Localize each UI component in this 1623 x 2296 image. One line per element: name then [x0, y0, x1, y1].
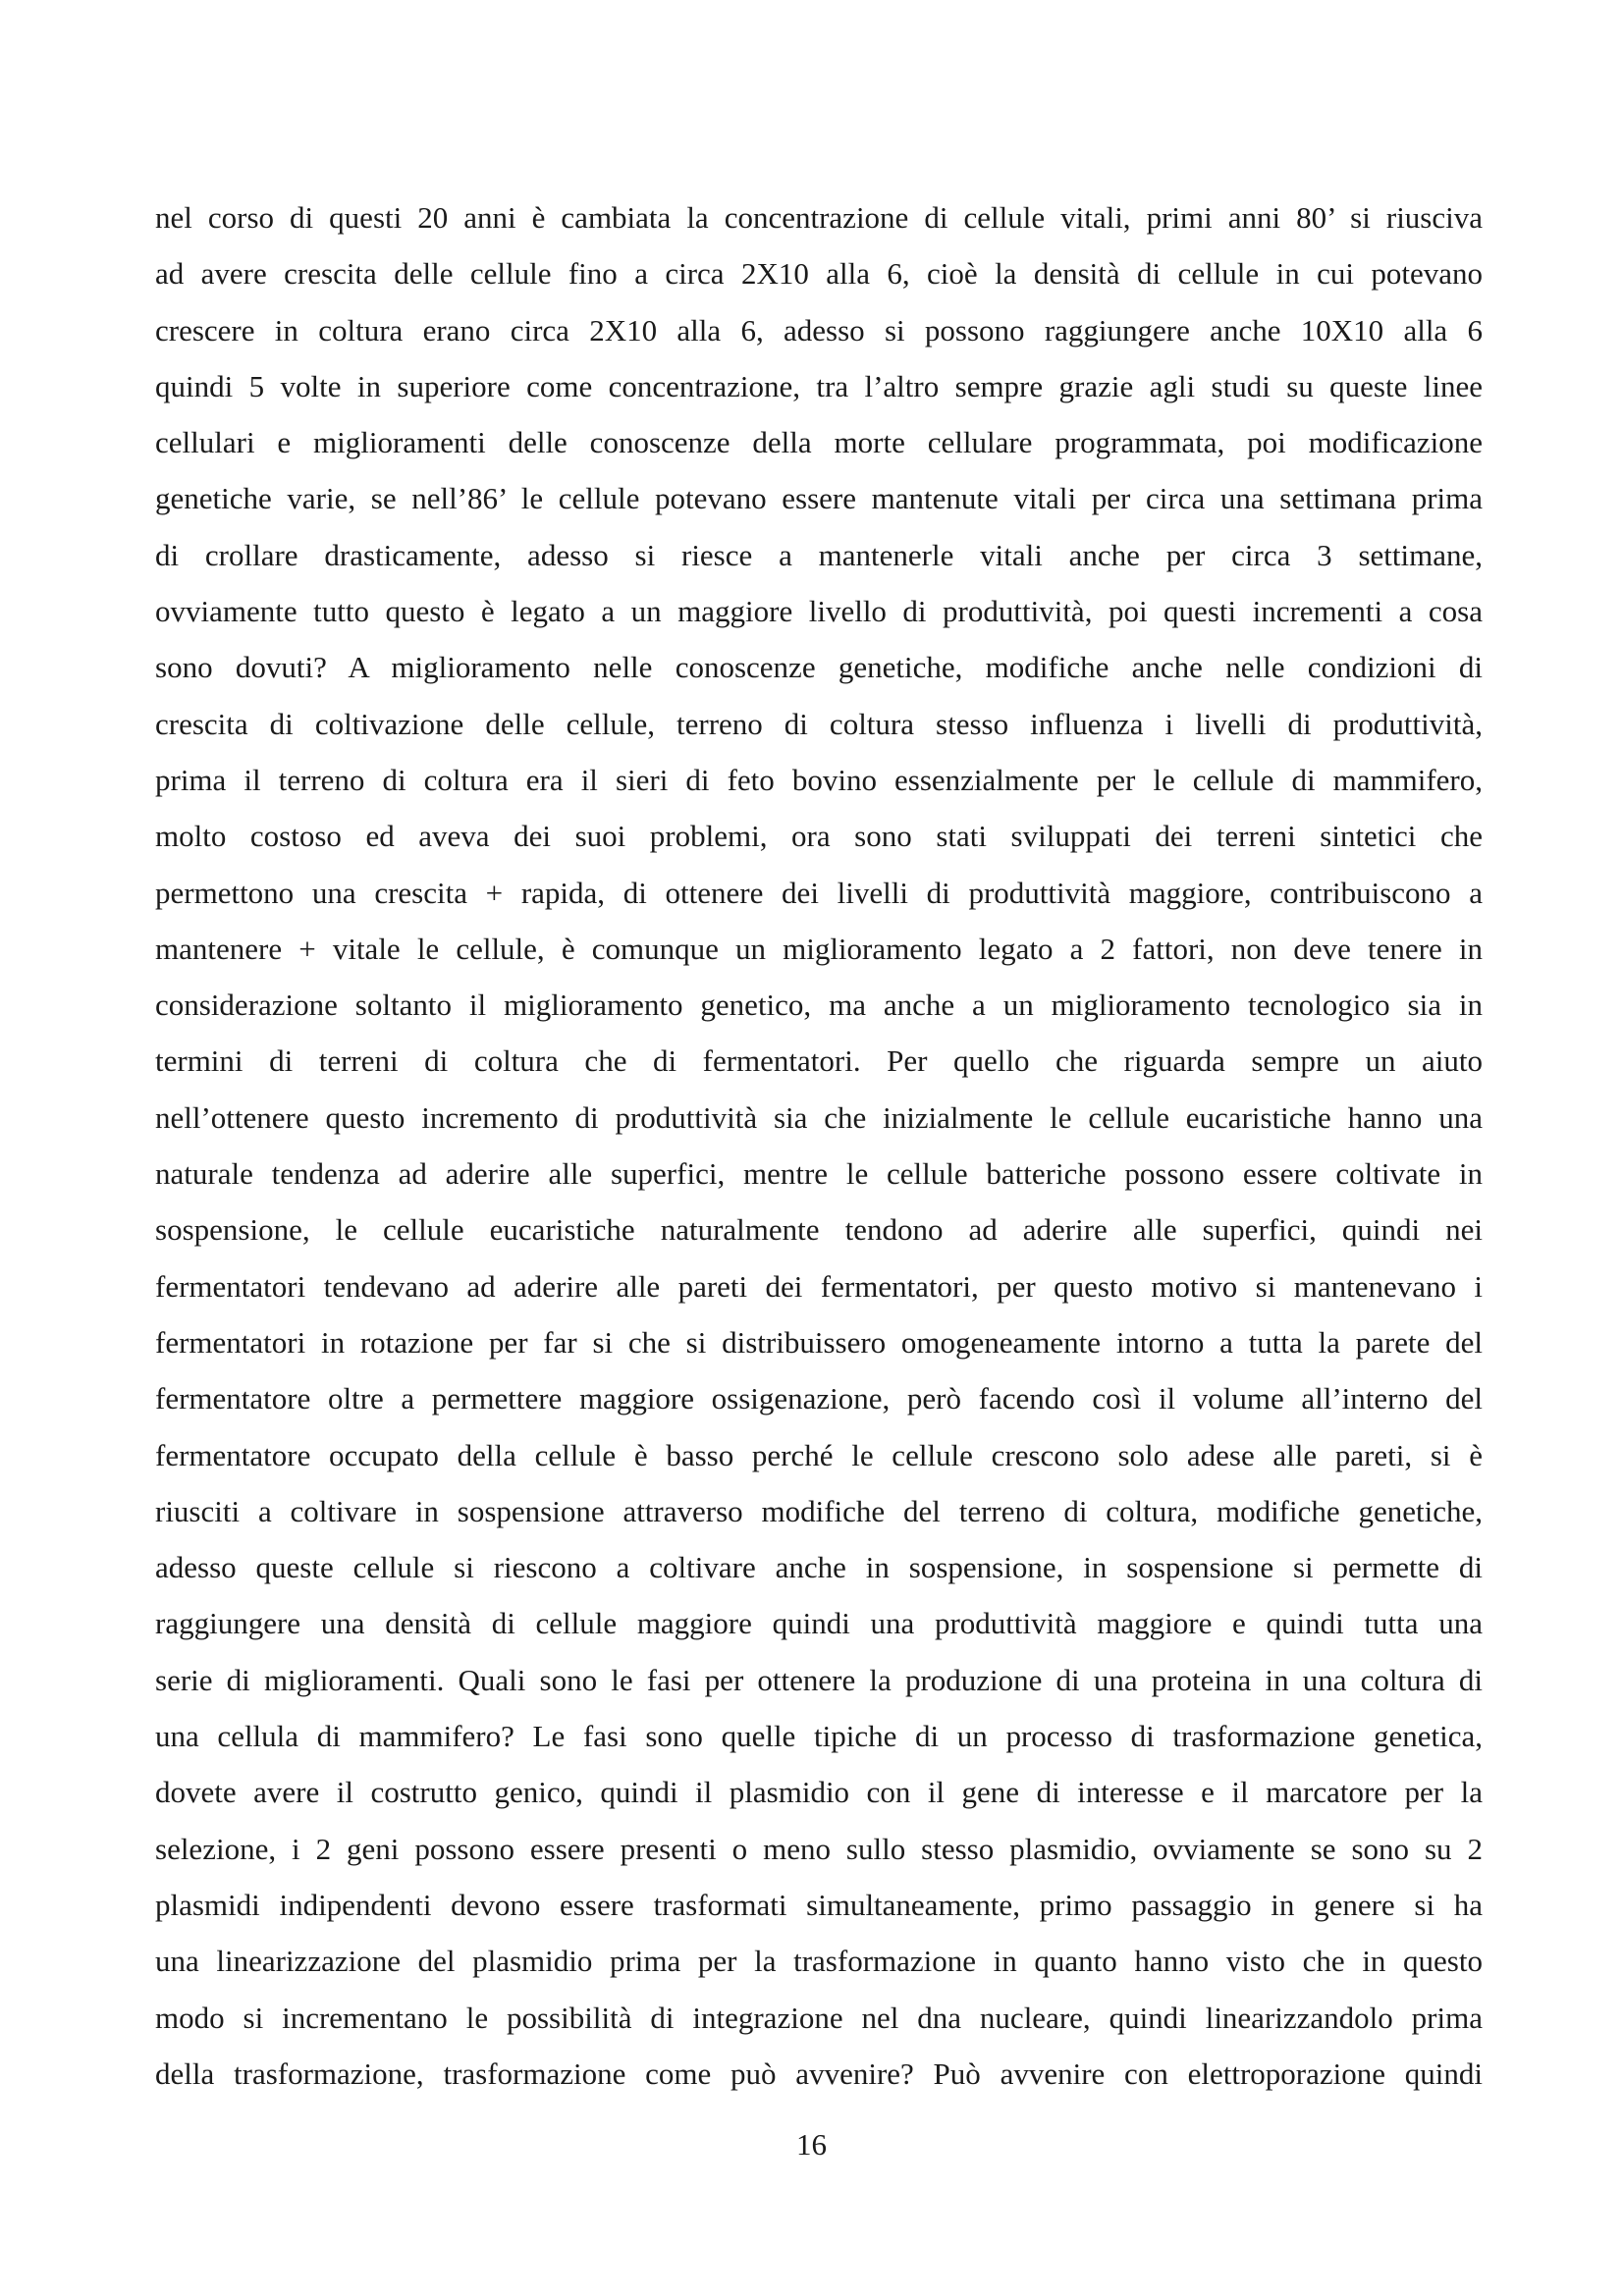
text-line: permettono una crescita + rapida, di ottenere dei livelli di produttività maggiore, contribuiscono a [155, 875, 1483, 910]
text-line: fermentatore oltre a permettere maggiore ossigenazione, però facendo così il volume all’interno del [155, 1381, 1483, 1416]
text-line: raggiungere una densità di cellule maggiore quindi una produttività maggiore e quindi tutta una [155, 1606, 1483, 1641]
text-line: sono dovuti? A miglioramento nelle conoscenze genetiche, modifiche anche nelle condizioni di [155, 650, 1483, 685]
text-line: genetiche varie, se nell’86’ le cellule potevano essere mantenute vitali per circa una settimana prima [155, 481, 1483, 516]
text-line: una linearizzazione del plasmidio prima per la trasformazione in quanto hanno visto che in questo [155, 1944, 1483, 1979]
page-number: 16 [796, 2127, 827, 2162]
text-line: della trasformazione, trasformazione come può avvenire? Può avvenire con elettroporazione quindi [155, 2056, 1483, 2091]
text-line: adesso queste cellule si riescono a coltivare anche in sospensione, in sospensione si permette di [155, 1550, 1483, 1585]
text-line: cellulari e miglioramenti delle conoscenze della morte cellulare programmata, poi modificazione [155, 425, 1483, 460]
text-line: molto costoso ed aveva dei suoi problemi, ora sono stati sviluppati dei terreni sintetici che [155, 819, 1483, 854]
text-line: fermentatori tendevano ad aderire alle pareti dei fermentatori, per questo motivo si mantenevano i [155, 1268, 1483, 1304]
text-line: considerazione soltanto il miglioramento genetico, ma anche a un miglioramento tecnologico sia in [155, 988, 1483, 1023]
text-line: di crollare drasticamente, adesso si riesce a mantenerle vitali anche per circa 3 settimane, [155, 537, 1483, 572]
text-line: dovete avere il costrutto genico, quindi il plasmidio con il gene di interesse e il marcatore per la [155, 1775, 1483, 1810]
text-line: naturale tendenza ad aderire alle superfici, mentre le cellule batteriche possono essere coltivate in [155, 1156, 1483, 1192]
text-line: riusciti a coltivare in sospensione attraverso modifiche del terreno di coltura, modifiche genetiche, [155, 1493, 1483, 1528]
text-line: nel corso di questi 20 anni è cambiata la concentrazione di cellule vitali, primi anni 80’ si riusciva [155, 200, 1483, 235]
text-line: crescita di coltivazione delle cellule, terreno di coltura stesso influenza i livelli di produttività, [155, 706, 1483, 741]
text-line: mantenere + vitale le cellule, è comunque un miglioramento legato a 2 fattori, non deve tenere in [155, 931, 1483, 966]
text-line: termini di terreni di coltura che di fermentatori. Per quello che riguarda sempre un aiuto [155, 1043, 1483, 1079]
body-paragraph [155, 189, 1483, 2102]
text-line: quindi 5 volte in superiore come concentrazione, tra l’altro sempre grazie agli studi su queste linee [155, 368, 1483, 403]
text-line: una cellula di mammifero? Le fasi sono quelle tipiche di un processo di trasformazione genetica, [155, 1719, 1483, 1754]
text-line: prima il terreno di coltura era il sieri di feto bovino essenzialmente per le cellule di mammifero, [155, 762, 1483, 797]
text-line: serie di miglioramenti. Quali sono le fasi per ottenere la produzione di una proteina in una coltura di [155, 1662, 1483, 1697]
text-line: crescere in coltura erano circa 2X10 alla 6, adesso si possono raggiungere anche 10X10 alla 6 [155, 312, 1483, 347]
text-line: ad avere crescita delle cellule fino a circa 2X10 alla 6, cioè la densità di cellule in cui potevano [155, 256, 1483, 292]
text-line: nell’ottenere questo incremento di produttività sia che inizialmente le cellule eucaristiche hanno una [155, 1099, 1483, 1135]
text-line: ovviamente tutto questo è legato a un maggiore livello di produttività, poi questi incrementi a cosa [155, 594, 1483, 629]
text-line: fermentatori in rotazione per far si che si distribuissero omogeneamente intorno a tutta la parete del [155, 1324, 1483, 1360]
text-line: modo si incrementano le possibilità di integrazione nel dna nucleare, quindi linearizzandolo prima [155, 2000, 1483, 2035]
text-line: sospensione, le cellule eucaristiche naturalmente tendono ad aderire alle superfici, quindi nei [155, 1212, 1483, 1248]
text-line: selezione, i 2 geni possono essere presenti o meno sullo stesso plasmidio, ovviamente se sono su 2 [155, 1831, 1483, 1866]
text-line: plasmidi indipendenti devono essere trasformati simultaneamente, primo passaggio in genere si ha [155, 1887, 1483, 1922]
text-line: fermentatore occupato della cellule è basso perché le cellule crescono solo adese alle pareti, si è [155, 1437, 1483, 1472]
